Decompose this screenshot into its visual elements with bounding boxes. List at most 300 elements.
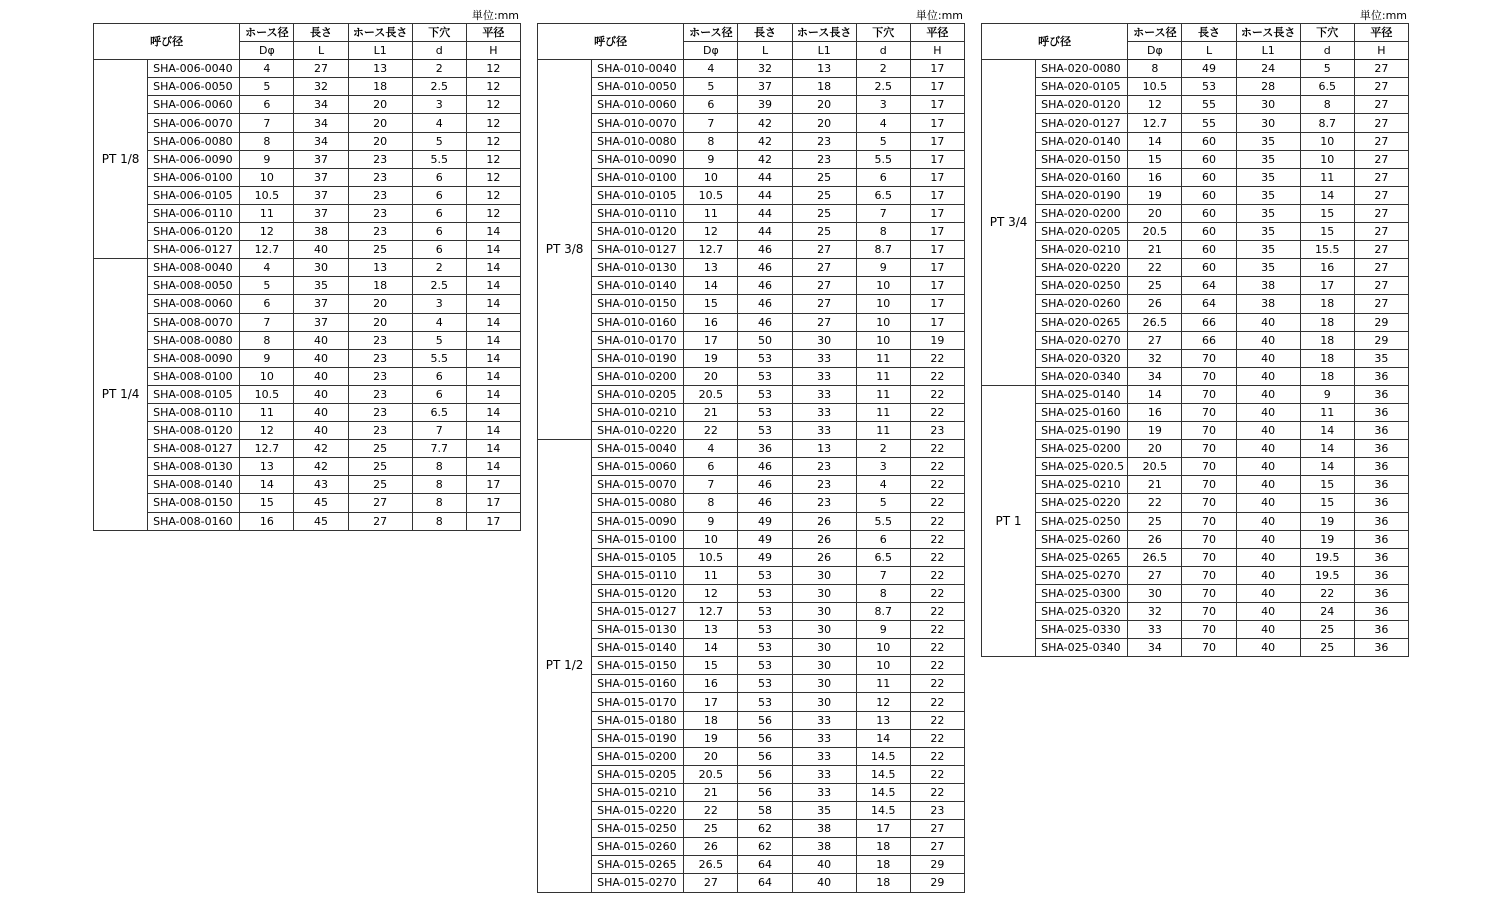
- part-number-cell: SHA-006-0110: [148, 204, 240, 222]
- value-cell: 3: [856, 96, 910, 114]
- value-cell: 17: [910, 60, 964, 78]
- value-cell: 9: [240, 349, 294, 367]
- value-cell: 20: [684, 747, 738, 765]
- value-cell: 14: [466, 313, 520, 331]
- value-cell: 64: [1182, 295, 1236, 313]
- part-number-cell: SHA-006-0060: [148, 96, 240, 114]
- value-cell: 36: [1354, 566, 1408, 584]
- value-cell: 32: [738, 60, 792, 78]
- value-cell: 46: [738, 458, 792, 476]
- value-cell: 13: [684, 621, 738, 639]
- value-cell: 2: [412, 60, 466, 78]
- value-cell: 40: [1236, 494, 1300, 512]
- value-cell: 36: [1354, 494, 1408, 512]
- value-cell: 70: [1182, 584, 1236, 602]
- table-row: [538, 331, 965, 349]
- value-cell: 14: [1300, 458, 1354, 476]
- value-cell: 13: [348, 259, 412, 277]
- table-row: [538, 747, 965, 765]
- table-row: [538, 603, 965, 621]
- value-cell: 5: [856, 132, 910, 150]
- part-number-cell: SHA-020-0200: [1036, 204, 1128, 222]
- value-cell: 35: [1236, 168, 1300, 186]
- value-cell: 4: [684, 60, 738, 78]
- header-col: 長さ: [1182, 24, 1236, 42]
- header-col: 平径: [466, 24, 520, 42]
- part-number-cell: SHA-010-0140: [592, 277, 684, 295]
- table-header: [94, 24, 521, 60]
- part-number-cell: SHA-025-0270: [1036, 566, 1128, 584]
- value-cell: 29: [910, 856, 964, 874]
- table-row: [94, 385, 521, 403]
- table-row: [538, 295, 965, 313]
- part-number-cell: SHA-008-0080: [148, 331, 240, 349]
- header-col: ホース長さ: [1236, 24, 1300, 42]
- table-body: [538, 60, 965, 892]
- value-cell: 7: [684, 476, 738, 494]
- value-cell: 11: [1300, 403, 1354, 421]
- value-cell: 7: [684, 114, 738, 132]
- table-row: [538, 838, 965, 856]
- value-cell: 2: [412, 259, 466, 277]
- header-symbol: H: [1354, 42, 1408, 60]
- spec-table: [537, 23, 965, 893]
- value-cell: 22: [910, 675, 964, 693]
- value-cell: 38: [1236, 295, 1300, 313]
- value-cell: 12: [1128, 96, 1182, 114]
- value-cell: 46: [738, 313, 792, 331]
- value-cell: 23: [348, 331, 412, 349]
- value-cell: 4: [412, 114, 466, 132]
- value-cell: 36: [1354, 367, 1408, 385]
- value-cell: 18: [348, 277, 412, 295]
- part-number-cell: SHA-015-0140: [592, 639, 684, 657]
- header-col: 下穴: [412, 24, 466, 42]
- table-row: [538, 675, 965, 693]
- value-cell: 35: [1354, 349, 1408, 367]
- value-cell: 70: [1182, 566, 1236, 584]
- table-row: [94, 259, 521, 277]
- value-cell: 17: [910, 204, 964, 222]
- part-number-cell: SHA-025-0220: [1036, 494, 1128, 512]
- value-cell: 23: [792, 494, 856, 512]
- value-cell: 15.5: [1300, 241, 1354, 259]
- value-cell: 14: [466, 403, 520, 421]
- value-cell: 5: [684, 78, 738, 96]
- value-cell: 56: [738, 765, 792, 783]
- value-cell: 27: [1354, 223, 1408, 241]
- value-cell: 11: [856, 675, 910, 693]
- table-row: [982, 132, 1409, 150]
- value-cell: 56: [738, 729, 792, 747]
- table-row: [982, 223, 1409, 241]
- value-cell: 60: [1182, 150, 1236, 168]
- value-cell: 60: [1182, 223, 1236, 241]
- value-cell: 10: [684, 530, 738, 548]
- value-cell: 49: [738, 548, 792, 566]
- value-cell: 27: [1354, 168, 1408, 186]
- value-cell: 17: [466, 512, 520, 530]
- value-cell: 14.5: [856, 802, 910, 820]
- header-col: 長さ: [294, 24, 348, 42]
- table-row: [94, 78, 521, 96]
- value-cell: 40: [1236, 621, 1300, 639]
- part-number-cell: SHA-015-0130: [592, 621, 684, 639]
- value-cell: 6: [684, 458, 738, 476]
- value-cell: 19: [1300, 530, 1354, 548]
- value-cell: 12: [240, 422, 294, 440]
- value-cell: 40: [1236, 349, 1300, 367]
- value-cell: 10.5: [684, 186, 738, 204]
- value-cell: 36: [738, 440, 792, 458]
- value-cell: 14: [466, 422, 520, 440]
- value-cell: 70: [1182, 385, 1236, 403]
- value-cell: 22: [910, 729, 964, 747]
- value-cell: 36: [1354, 403, 1408, 421]
- table-row: [538, 223, 965, 241]
- value-cell: 8: [856, 584, 910, 602]
- part-number-cell: SHA-006-0105: [148, 186, 240, 204]
- value-cell: 66: [1182, 313, 1236, 331]
- value-cell: 35: [1236, 204, 1300, 222]
- value-cell: 25: [348, 476, 412, 494]
- value-cell: 40: [1236, 422, 1300, 440]
- value-cell: 22: [910, 765, 964, 783]
- part-number-cell: SHA-006-0090: [148, 150, 240, 168]
- value-cell: 6: [412, 385, 466, 403]
- table-row: [982, 349, 1409, 367]
- value-cell: 24: [1300, 603, 1354, 621]
- value-cell: 13: [792, 60, 856, 78]
- table-row: [538, 856, 965, 874]
- part-number-cell: SHA-020-0270: [1036, 331, 1128, 349]
- value-cell: 17: [910, 114, 964, 132]
- part-number-cell: SHA-020-0105: [1036, 78, 1128, 96]
- value-cell: 53: [738, 621, 792, 639]
- value-cell: 64: [738, 874, 792, 892]
- value-cell: 11: [240, 204, 294, 222]
- table-row: [982, 367, 1409, 385]
- part-number-cell: SHA-015-0205: [592, 765, 684, 783]
- value-cell: 14.5: [856, 783, 910, 801]
- part-number-cell: SHA-020-0260: [1036, 295, 1128, 313]
- part-number-cell: SHA-020-0120: [1036, 96, 1128, 114]
- value-cell: 33: [792, 783, 856, 801]
- value-cell: 42: [738, 132, 792, 150]
- table-row: [94, 241, 521, 259]
- part-number-cell: SHA-010-0160: [592, 313, 684, 331]
- table-row: [538, 621, 965, 639]
- table-row: [538, 313, 965, 331]
- value-cell: 20: [1128, 204, 1182, 222]
- value-cell: 25: [348, 458, 412, 476]
- part-number-cell: SHA-015-0170: [592, 693, 684, 711]
- value-cell: 35: [1236, 132, 1300, 150]
- value-cell: 12: [466, 168, 520, 186]
- value-cell: 25: [348, 440, 412, 458]
- value-cell: 5: [1300, 60, 1354, 78]
- value-cell: 46: [738, 295, 792, 313]
- value-cell: 8: [412, 458, 466, 476]
- header-row: [94, 24, 521, 42]
- value-cell: 26.5: [684, 856, 738, 874]
- part-number-cell: SHA-008-0110: [148, 403, 240, 421]
- value-cell: 26: [792, 548, 856, 566]
- value-cell: 22: [910, 711, 964, 729]
- value-cell: 3: [412, 96, 466, 114]
- part-number-cell: SHA-008-0130: [148, 458, 240, 476]
- value-cell: 13: [792, 440, 856, 458]
- value-cell: 30: [792, 621, 856, 639]
- value-cell: 27: [1354, 150, 1408, 168]
- value-cell: 35: [294, 277, 348, 295]
- value-cell: 20.5: [684, 385, 738, 403]
- value-cell: 8.7: [856, 241, 910, 259]
- value-cell: 12.7: [240, 241, 294, 259]
- value-cell: 64: [738, 856, 792, 874]
- table-body: [982, 60, 1409, 657]
- table-row: [94, 422, 521, 440]
- value-cell: 29: [1354, 331, 1408, 349]
- header-col: ホース径: [240, 24, 294, 42]
- value-cell: 12: [466, 114, 520, 132]
- part-number-cell: SHA-015-0160: [592, 675, 684, 693]
- value-cell: 6: [412, 241, 466, 259]
- part-number-cell: SHA-020-0320: [1036, 349, 1128, 367]
- header-col: 下穴: [856, 24, 910, 42]
- value-cell: 5.5: [412, 150, 466, 168]
- value-cell: 60: [1182, 168, 1236, 186]
- value-cell: 14: [684, 277, 738, 295]
- value-cell: 22: [910, 403, 964, 421]
- value-cell: 7: [240, 114, 294, 132]
- part-number-cell: SHA-025-0250: [1036, 512, 1128, 530]
- value-cell: 20.5: [1128, 458, 1182, 476]
- spec-table-panel-3: [981, 8, 1409, 657]
- value-cell: 30: [792, 584, 856, 602]
- value-cell: 53: [738, 385, 792, 403]
- value-cell: 5: [240, 78, 294, 96]
- value-cell: 70: [1182, 422, 1236, 440]
- value-cell: 8: [1300, 96, 1354, 114]
- header-col: 平径: [1354, 24, 1408, 42]
- part-number-cell: SHA-008-0150: [148, 494, 240, 512]
- value-cell: 37: [294, 313, 348, 331]
- value-cell: 27: [792, 241, 856, 259]
- value-cell: 8.7: [856, 603, 910, 621]
- value-cell: 19: [1128, 422, 1182, 440]
- value-cell: 15: [1300, 204, 1354, 222]
- part-number-cell: SHA-020-0140: [1036, 132, 1128, 150]
- part-number-cell: SHA-020-0340: [1036, 367, 1128, 385]
- value-cell: 53: [738, 349, 792, 367]
- value-cell: 12.7: [240, 440, 294, 458]
- table-row: [94, 60, 521, 78]
- table-row: [982, 566, 1409, 584]
- value-cell: 20: [792, 114, 856, 132]
- part-number-cell: SHA-015-0180: [592, 711, 684, 729]
- value-cell: 42: [738, 150, 792, 168]
- value-cell: 40: [1236, 530, 1300, 548]
- value-cell: 62: [738, 820, 792, 838]
- value-cell: 37: [294, 295, 348, 313]
- spec-table-panel-2: [537, 8, 965, 893]
- size-group-label: PT 1/8: [94, 60, 148, 259]
- value-cell: 40: [1236, 403, 1300, 421]
- table-row: [538, 349, 965, 367]
- value-cell: 17: [910, 168, 964, 186]
- value-cell: 33: [1128, 621, 1182, 639]
- table-row: [982, 621, 1409, 639]
- part-number-cell: SHA-010-0100: [592, 168, 684, 186]
- header-col: ホース長さ: [348, 24, 412, 42]
- value-cell: 2.5: [856, 78, 910, 96]
- value-cell: 38: [294, 223, 348, 241]
- value-cell: 25: [1128, 512, 1182, 530]
- table-row: [982, 331, 1409, 349]
- header-symbol: d: [1300, 42, 1354, 60]
- value-cell: 2.5: [412, 277, 466, 295]
- value-cell: 25: [1300, 621, 1354, 639]
- value-cell: 18: [1300, 313, 1354, 331]
- value-cell: 23: [348, 367, 412, 385]
- header-symbol: Dφ: [1128, 42, 1182, 60]
- part-number-cell: SHA-008-0070: [148, 313, 240, 331]
- value-cell: 10.5: [684, 548, 738, 566]
- value-cell: 46: [738, 494, 792, 512]
- value-cell: 33: [792, 385, 856, 403]
- value-cell: 35: [1236, 259, 1300, 277]
- value-cell: 22: [910, 693, 964, 711]
- value-cell: 20: [684, 367, 738, 385]
- value-cell: 20: [348, 295, 412, 313]
- value-cell: 26.5: [1128, 313, 1182, 331]
- value-cell: 40: [1236, 331, 1300, 349]
- value-cell: 15: [684, 295, 738, 313]
- part-number-cell: SHA-010-0040: [592, 60, 684, 78]
- table-row: [982, 512, 1409, 530]
- table-row: [538, 403, 965, 421]
- value-cell: 14: [684, 639, 738, 657]
- value-cell: 11: [684, 204, 738, 222]
- part-number-cell: SHA-025-0330: [1036, 621, 1128, 639]
- value-cell: 36: [1354, 548, 1408, 566]
- size-group-label: PT 3/8: [538, 60, 592, 440]
- part-number-cell: SHA-020-0220: [1036, 259, 1128, 277]
- table-row: [94, 204, 521, 222]
- value-cell: 27: [1354, 259, 1408, 277]
- part-number-cell: SHA-015-0200: [592, 747, 684, 765]
- part-number-cell: SHA-015-0105: [592, 548, 684, 566]
- value-cell: 22: [910, 603, 964, 621]
- table-row: [94, 512, 521, 530]
- value-cell: 62: [738, 838, 792, 856]
- value-cell: 14: [1300, 440, 1354, 458]
- value-cell: 53: [738, 403, 792, 421]
- value-cell: 70: [1182, 367, 1236, 385]
- value-cell: 45: [294, 494, 348, 512]
- value-cell: 14: [1300, 422, 1354, 440]
- value-cell: 23: [348, 385, 412, 403]
- value-cell: 17: [910, 150, 964, 168]
- value-cell: 46: [738, 277, 792, 295]
- table-row: [94, 476, 521, 494]
- part-number-cell: SHA-020-0190: [1036, 186, 1128, 204]
- header-col: 長さ: [738, 24, 792, 42]
- value-cell: 27: [1354, 204, 1408, 222]
- value-cell: 8: [412, 512, 466, 530]
- table-row: [538, 385, 965, 403]
- value-cell: 70: [1182, 494, 1236, 512]
- value-cell: 10: [856, 313, 910, 331]
- value-cell: 23: [910, 802, 964, 820]
- value-cell: 12: [466, 60, 520, 78]
- table-row: [538, 783, 965, 801]
- value-cell: 30: [792, 657, 856, 675]
- value-cell: 34: [294, 114, 348, 132]
- value-cell: 25: [348, 241, 412, 259]
- value-cell: 23: [348, 168, 412, 186]
- value-cell: 22: [910, 440, 964, 458]
- spec-table: [93, 23, 521, 531]
- value-cell: 70: [1182, 349, 1236, 367]
- value-cell: 12: [856, 693, 910, 711]
- value-cell: 4: [684, 440, 738, 458]
- value-cell: 49: [738, 530, 792, 548]
- table-row: [982, 476, 1409, 494]
- value-cell: 18: [856, 838, 910, 856]
- value-cell: 40: [294, 349, 348, 367]
- value-cell: 33: [792, 403, 856, 421]
- value-cell: 46: [738, 241, 792, 259]
- table-row: [538, 132, 965, 150]
- value-cell: 35: [1236, 150, 1300, 168]
- value-cell: 21: [684, 403, 738, 421]
- part-number-cell: SHA-025-0340: [1036, 639, 1128, 657]
- value-cell: 40: [294, 241, 348, 259]
- value-cell: 10: [1300, 132, 1354, 150]
- table-row: [538, 78, 965, 96]
- value-cell: 49: [738, 512, 792, 530]
- table-row: [94, 313, 521, 331]
- size-group-label: PT 3/4: [982, 60, 1036, 386]
- value-cell: 27: [792, 313, 856, 331]
- value-cell: 15: [240, 494, 294, 512]
- value-cell: 60: [1182, 204, 1236, 222]
- value-cell: 10: [1300, 150, 1354, 168]
- value-cell: 40: [792, 874, 856, 892]
- value-cell: 26: [684, 838, 738, 856]
- value-cell: 10: [856, 331, 910, 349]
- value-cell: 4: [856, 114, 910, 132]
- value-cell: 53: [738, 693, 792, 711]
- table-row: [982, 78, 1409, 96]
- table-row: [982, 403, 1409, 421]
- header-nominal: 呼び径: [538, 24, 684, 60]
- value-cell: 40: [1236, 385, 1300, 403]
- table-row: [538, 874, 965, 892]
- value-cell: 14: [1128, 385, 1182, 403]
- table-row: [94, 367, 521, 385]
- table-row: [538, 657, 965, 675]
- value-cell: 27: [348, 494, 412, 512]
- size-group-label: PT 1/2: [538, 440, 592, 892]
- value-cell: 7: [240, 313, 294, 331]
- value-cell: 14: [466, 223, 520, 241]
- value-cell: 36: [1354, 512, 1408, 530]
- value-cell: 26: [1128, 530, 1182, 548]
- part-number-cell: SHA-010-0120: [592, 223, 684, 241]
